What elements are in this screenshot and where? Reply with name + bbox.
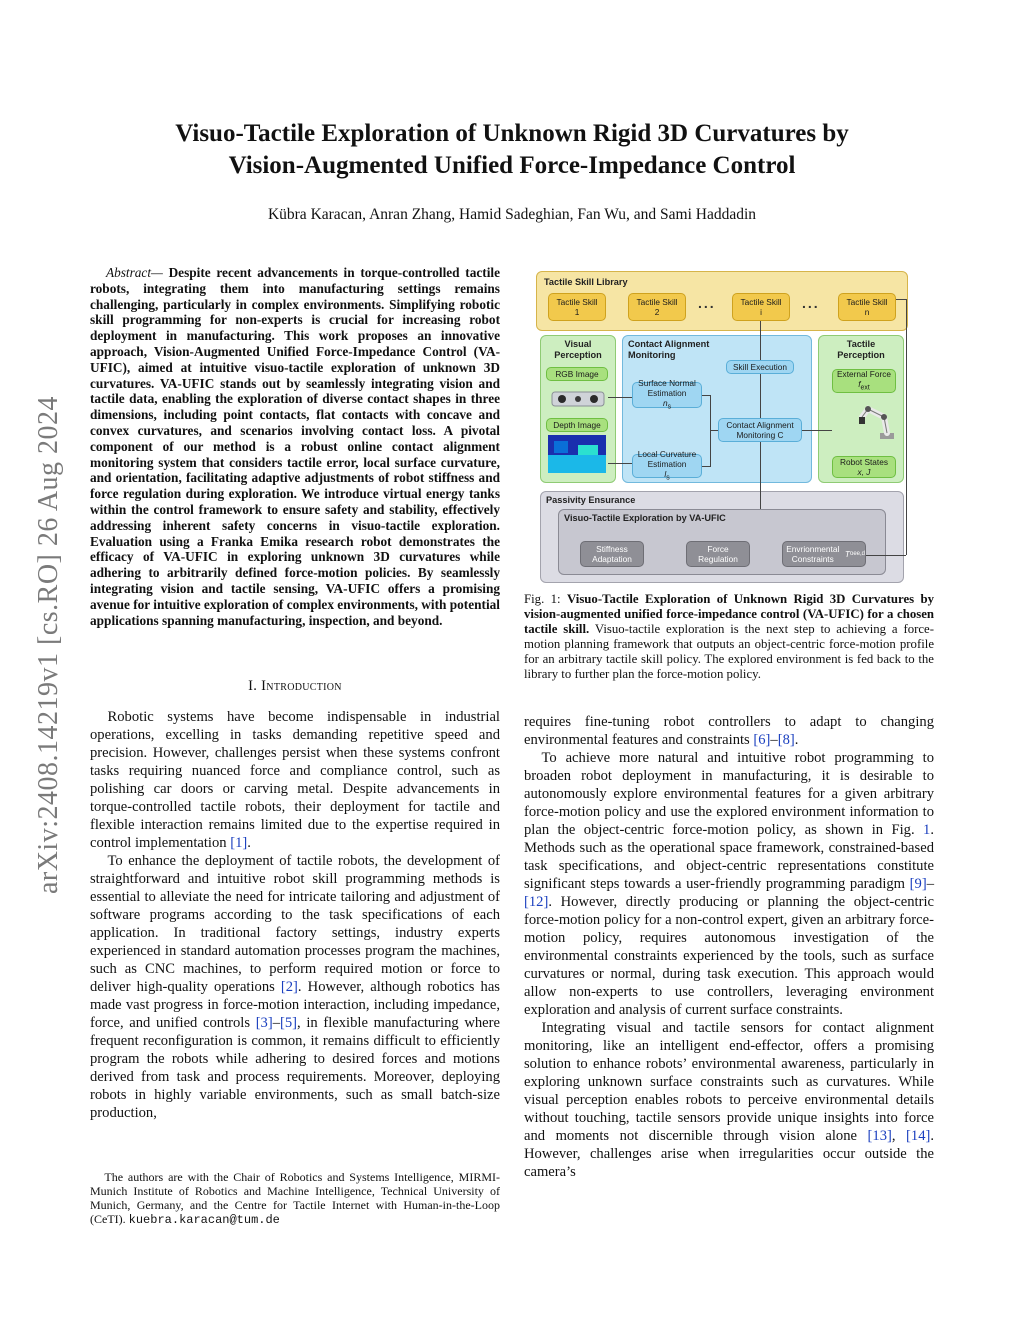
connector xyxy=(760,374,761,418)
connector xyxy=(702,466,710,467)
right-paragraph-3: Integrating visual and tactile sensors for contact alignment monitoring, like an intelligent end-effector, offers a promising solution to enhance robots’ environmental awareness, particularly in exploring unknown surface constraints such as curvatures. While visual perception enables robots to perceive environmental details without touching, tactile sensors provide unique insights into force and moments not discernible through vision alone [13], [14]. However, challenges arise when irregularities occur outside the camera’s xyxy=(524,1020,935,1180)
title-line-1: Visuo-Tactile Exploration of Unknown Rigid 3D Curvatures by xyxy=(175,120,849,147)
caption-bold: Visuo-Tactile Exploration of Unknown Rigid 3D Curvatures by vision-augmented unified force-impedance control (VA-UFIC) for a chosen tactile skill. xyxy=(524,592,935,636)
paper-title xyxy=(90,118,934,182)
robot-states: Robot States x, J xyxy=(832,456,896,478)
citation-link[interactable]: [13] xyxy=(867,1128,892,1144)
connector xyxy=(702,395,710,396)
connector xyxy=(802,430,832,431)
connector xyxy=(760,321,761,360)
visual-perception-title: Visual Perception xyxy=(554,339,602,360)
tactile-skill-1[interactable]: Tactile Skill 1 xyxy=(548,293,606,321)
citation-link[interactable]: [8] xyxy=(777,732,795,748)
ellipsis-2: ... xyxy=(802,295,820,311)
stiffness-adaptation: Stiffness Adaptation xyxy=(580,541,644,567)
contact-alignment-monitoring-c: Contact Alignment Monitoring C xyxy=(718,418,802,442)
depth-image xyxy=(548,435,606,473)
right-paragraph-2: To achieve more natural and intuitive robot programming to broaden robot deployment in manufacturing, it is desirable to autonomously explore environmental features for a given arbitrary force-motion policy and use the explored environment information to plan the object-centric force-motion policy, as shown in Fig. 1. Methods such as the operational space framework, constrained-based task specifications, and object-centric representations constitute significant steps towards a user-friendly programming paradigm [9]–[12]. However, directly producing or planning the object-centric force-motion policy for a non-control expert, given an arbitrary force-motion policy, requires autonomous investigation of the environmental constraints experienced by the tools, such as surface curvatures or normal, during task execution. This approach would allow non-experts to use controllers, leveraging environment exploration and analysis of current surface constraints. xyxy=(524,750,934,1018)
depth-image-label: Depth Image xyxy=(546,418,608,432)
citation-link[interactable]: [9] xyxy=(909,876,927,892)
connector xyxy=(608,463,632,464)
connector xyxy=(608,397,632,398)
citation-link[interactable]: [14] xyxy=(906,1128,931,1144)
passivity-ensurance-title: Passivity Ensurance xyxy=(546,495,636,505)
citation-link[interactable]: [2] xyxy=(280,979,298,995)
skill-library-title: Tactile Skill Library xyxy=(544,277,628,287)
external-force: External Force $f_{ext}$ xyxy=(832,369,896,393)
figure-caption xyxy=(524,592,934,682)
section-heading xyxy=(90,678,500,695)
connector xyxy=(760,442,761,509)
connector xyxy=(866,555,906,556)
connector xyxy=(710,395,711,467)
caption-label: Fig. 1: xyxy=(524,592,567,606)
local-curvature-estimation: Local Curvature Estimation $l_s$ xyxy=(632,454,702,478)
tactile-perception-title: Tactile Perception xyxy=(837,339,885,360)
rgb-image-label: RGB Image xyxy=(546,367,608,381)
section-number: I. xyxy=(248,678,258,694)
abstract-text: Despite recent advancements in torque-controlled tactile robots, integrating them into manufacturing settings remains challenging, particularly in complex environments. Simplifying robotic skill programming for non-experts is crucial for increasing robot deployment in manufacturing. This work proposes an innovative approach, Vision-Augmented Unified Force-Impedance Control (VA-UFIC), aimed at intuitive visuo-tactile exploration of unknown 3D curvatures. VA-UFIC stands out by seamlessly integrating vision and tactile data, enabling the exploration of diverse contact shapes in three dimensions, including point contacts, flat contacts with concave and convex curvatures, and scenarios involving contact loss. A pivotal component of our method is a robust online contact alignment monitoring system that considers tactile error, local surface curvature, and orientation, facilitating adaptive adjustments of robot stiffness and force regulation during exploration. We introduce virtual energy tanks within the control framework to ensure safety and stability, effectively addressing inherent safety concerns in visuo-tactile exploration. Evaluation using a Franka Emika research robot demonstrates the efficacy of VA-UFIC in exploring unknown 3D curvatures while adhering to arbitrarily defined force-motion policies. By seamlessly integrating vision and tactile sensing, VA-UFIC offers a promising avenue for intuitive exploration of complex environments, with potential applications spanning manufacturing, inspection, and beyond. xyxy=(90,265,500,628)
connector xyxy=(710,430,718,431)
connector xyxy=(906,299,907,555)
vtex-title: Visuo-Tactile Exploration by VA-UFIC xyxy=(564,513,726,523)
skill-execution: Skill Execution xyxy=(726,360,794,374)
citation-link[interactable]: [6] xyxy=(753,732,771,748)
robot-arm-icon xyxy=(854,395,900,441)
caption-text: Visuo-tactile exploration is the next step to achieving a force-motion planning framework that outputs an object-centric force-motion profile for an arbitrary tactile skill policy. The explored environment is fed back to the library to further plan the force-motion policy. xyxy=(524,622,934,681)
citation-link[interactable]: [12] xyxy=(524,894,549,910)
tactile-skill-i[interactable]: Tactile Skill i xyxy=(732,293,790,321)
intro-text xyxy=(90,708,500,1122)
section-title: Introduction xyxy=(261,678,342,694)
environmental-constraints: Envrionmental Constraints T o ee,d xyxy=(782,541,866,567)
intro-paragraph-2: To enhance the deployment of tactile robots, the development of straightforward and intuitive robot skill programming methods is essential to alleviate the need for intricate tailoring and adjustment of software programs according to the task specifications of each application. In traditional factory settings, industry experts experienced in standard automation processes program the machines, such as CNC machines, to perform required motion or force to deliver high-quality operations [2]. However, although robotics has made vast progress in force-motion interaction, including impedance, force, and unified controls [3]–[5], in flexible manufacturing where frequent reconfiguration is common, it remains difficult to efficiently program the robots while adhering to desired forces and motions derived from task and process requirements. Moreover, deploying robots in highly variable environments, such as small batch-size production, xyxy=(90,853,500,1121)
author-email[interactable]: kuebra.karacan@tum.de xyxy=(128,1213,280,1227)
figure-1 xyxy=(536,271,908,585)
authors: Kübra Karacan, Anran Zhang, Hamid Sadeghian, Fan Wu, and Sami Haddadin xyxy=(267,206,757,223)
camera-image xyxy=(550,386,606,412)
right-paragraph-1: requires fine-tuning robot controllers to adapt to changing environmental features and constraints [6]–[8]. xyxy=(524,714,934,748)
connector xyxy=(896,299,906,300)
abstract xyxy=(90,265,500,628)
ellipsis-1: ... xyxy=(698,295,716,311)
tactile-skill-n[interactable]: Tactile Skill n xyxy=(838,293,896,321)
intro-paragraph-1: Robotic systems have become indispensable in industrial operations, excelling in tasks demanding repetitive speed and precision. However, challenges persist when these systems confront tasks requiring nuanced force and compliance control, such as polishing car doors or carving metal. Despite advancements in torque-controlled tactile robots, their deployment for tactile and flexible interaction remains limited due to the expertise required in control implementation [1]. xyxy=(90,709,500,851)
abstract-lead: Abstract— xyxy=(105,265,163,280)
surface-normal-estimation: Surface Normal Estimation $n_s$ xyxy=(632,382,702,408)
tactile-skill-2[interactable]: Tactile Skill 2 xyxy=(628,293,686,321)
title-line-2: Vision-Augmented Unified Force-Impedance Control xyxy=(228,152,796,179)
citation-link[interactable]: [1] xyxy=(230,835,248,851)
citation-link[interactable]: [3] xyxy=(255,1015,273,1031)
figure-link[interactable]: 1 xyxy=(923,822,931,838)
right-column-text xyxy=(524,713,934,1181)
arxiv-id: arXiv:2408.14219v1 [cs.RO] 26 Aug 2024 xyxy=(33,395,64,895)
arxiv-stamp xyxy=(26,345,72,945)
contact-alignment-title: Contact Alignment Monitoring xyxy=(628,339,710,360)
citation-link[interactable]: [5] xyxy=(280,1015,298,1031)
force-regulation: Force Regulation xyxy=(686,541,750,567)
footnote: The authors are with the Chair of Robotics and Systems Intelligence, MIRMI-Munich Institute of Robotics and Machine Intelligence, Technical University of Munich, Germany, and the Centre for Tactile Internet with Human-in-the-Loop (CeTI). kuebra.karacan@tum.de xyxy=(90,1170,500,1227)
